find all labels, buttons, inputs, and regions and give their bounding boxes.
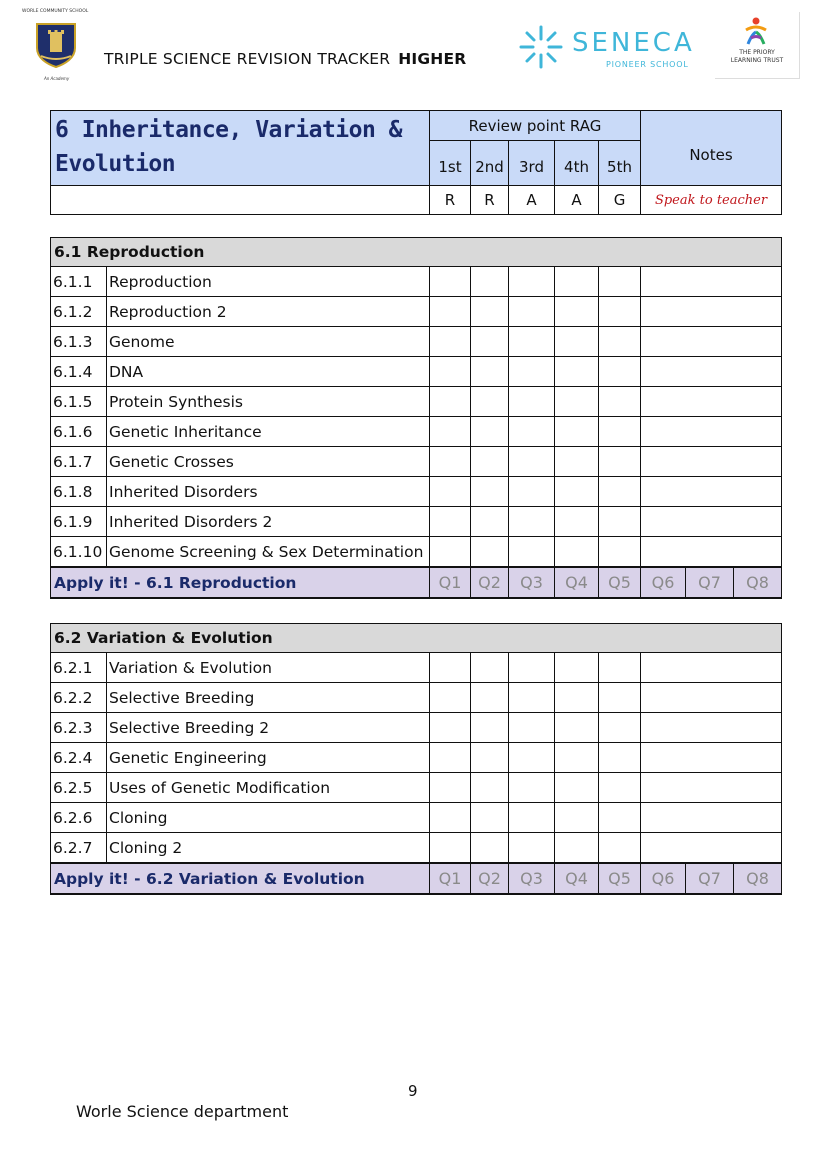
notes-cell[interactable] (641, 537, 782, 568)
rag-cell[interactable] (509, 267, 555, 297)
rag-cell[interactable] (430, 447, 471, 477)
rag-cell[interactable] (599, 387, 641, 417)
table-row (51, 297, 782, 327)
rag-cell[interactable] (509, 387, 555, 417)
apply-it-label: Apply it! - 6.1 Reproduction (51, 567, 430, 598)
rag-cell[interactable] (430, 507, 471, 537)
rag-cell[interactable] (509, 773, 555, 803)
rag-cell[interactable] (599, 447, 641, 477)
topic-name: Variation & Evolution (107, 653, 430, 683)
rag-cell[interactable] (430, 773, 471, 803)
topic-name: Protein Synthesis (107, 387, 430, 417)
rag-cell[interactable] (599, 653, 641, 683)
rag-cell[interactable] (509, 803, 555, 833)
rag-cell[interactable] (430, 477, 471, 507)
rag-cell[interactable] (599, 357, 641, 387)
rag-cell[interactable] (471, 713, 509, 743)
rag-cell[interactable] (555, 683, 599, 713)
rag-cell[interactable] (471, 507, 509, 537)
table-row (51, 267, 782, 297)
notes-cell[interactable] (641, 803, 782, 833)
rag-cell[interactable] (555, 833, 599, 864)
notes-cell[interactable] (641, 833, 782, 864)
rag-cell[interactable] (509, 537, 555, 568)
apply-it-row (51, 567, 782, 598)
rag-key-cell: A (555, 186, 599, 215)
notes-cell[interactable] (641, 683, 782, 713)
apply-it-row (51, 863, 782, 894)
table-row (51, 713, 782, 743)
topic-code: 6.1.4 (51, 357, 107, 387)
rag-cell[interactable] (471, 537, 509, 568)
seneca-logo-text: SENECA (572, 28, 695, 58)
priory-line-2: LEARNING TRUST (730, 57, 784, 64)
notes-cell[interactable] (641, 417, 782, 447)
rag-key-cell: R (430, 186, 471, 215)
rag-key-cell: R (471, 186, 509, 215)
rag-cell[interactable] (555, 773, 599, 803)
topic-name: Genetic Inheritance (107, 417, 430, 447)
question-cell-q1[interactable]: Q1 (430, 863, 471, 894)
rag-key-cell: A (509, 186, 555, 215)
topic-code: 6.2.6 (51, 803, 107, 833)
notes-cell[interactable] (641, 477, 782, 507)
review-point-5th: 5th (599, 141, 641, 186)
rag-cell[interactable] (599, 537, 641, 568)
question-cell-q4[interactable]: Q4 (555, 863, 599, 894)
table-row (51, 417, 782, 447)
rag-cell[interactable] (430, 357, 471, 387)
topic-title (51, 111, 430, 186)
rag-cell[interactable] (509, 327, 555, 357)
rag-cell[interactable] (599, 713, 641, 743)
topic-name: Cloning 2 (107, 833, 430, 864)
table-row (51, 803, 782, 833)
topic-name: Reproduction 2 (107, 297, 430, 327)
section-title: 6.1 Reproduction (51, 238, 782, 267)
question-cell-q6[interactable]: Q6 (641, 863, 686, 894)
rag-cell[interactable] (555, 267, 599, 297)
rag-cell[interactable] (599, 507, 641, 537)
rag-cell[interactable] (599, 743, 641, 773)
rag-cell[interactable] (599, 833, 641, 864)
rag-cell[interactable] (599, 803, 641, 833)
question-cell-q2[interactable]: Q2 (471, 863, 509, 894)
topic-code: 6.1.2 (51, 297, 107, 327)
rag-cell[interactable] (555, 357, 599, 387)
apply-it-label: Apply it! - 6.2 Variation & Evolution (51, 863, 430, 894)
topic-name: Inherited Disorders 2 (107, 507, 430, 537)
table-row (51, 387, 782, 417)
topic-name: Cloning (107, 803, 430, 833)
table-row (51, 447, 782, 477)
topic-code: 6.2.5 (51, 773, 107, 803)
rag-cell[interactable] (430, 833, 471, 864)
rag-cell[interactable] (471, 387, 509, 417)
rag-cell[interactable] (555, 803, 599, 833)
topic-title-line-1: 6 Inheritance, Variation & (55, 117, 403, 143)
question-cell-q7[interactable]: Q7 (686, 863, 734, 894)
topic-code: 6.1.6 (51, 417, 107, 447)
notes-cell[interactable] (641, 357, 782, 387)
review-point-header: Review point RAG (430, 111, 641, 141)
rag-cell[interactable] (471, 833, 509, 864)
school-crest-logo (35, 22, 77, 68)
tracker-title-text: TRIPLE SCIENCE REVISION TRACKER (104, 50, 391, 68)
topic-name: Uses of Genetic Modification (107, 773, 430, 803)
tracker-title (104, 50, 466, 68)
topic-code: 6.2.1 (51, 653, 107, 683)
rag-cell[interactable] (430, 387, 471, 417)
topic-code: 6.1.3 (51, 327, 107, 357)
topic-name: Selective Breeding (107, 683, 430, 713)
rag-cell[interactable] (471, 477, 509, 507)
priory-line-1: THE PRIORY (739, 49, 775, 56)
rag-cell[interactable] (599, 297, 641, 327)
rag-cell[interactable] (509, 447, 555, 477)
rag-cell[interactable] (430, 537, 471, 568)
rag-cell[interactable] (599, 327, 641, 357)
notes-cell[interactable] (641, 773, 782, 803)
notes-cell[interactable] (641, 387, 782, 417)
rag-cell[interactable] (430, 297, 471, 327)
topic-code: 6.2.7 (51, 833, 107, 864)
topic-code: 6.1.9 (51, 507, 107, 537)
priory-figure-logo-icon (740, 16, 772, 46)
rag-cell[interactable] (509, 297, 555, 327)
seneca-subtitle: PIONEER SCHOOL (606, 60, 689, 69)
review-point-3rd: 3rd (509, 141, 555, 186)
question-cell-q2[interactable]: Q2 (471, 567, 509, 598)
question-cell-q7[interactable]: Q7 (686, 567, 734, 598)
school-name: WORLE COMMUNITY SCHOOL (22, 9, 89, 14)
rag-cell[interactable] (599, 773, 641, 803)
topic-code: 6.1.10 (51, 537, 107, 568)
table-row (51, 833, 782, 864)
topic-name: Reproduction (107, 267, 430, 297)
rag-cell[interactable] (430, 713, 471, 743)
notes-cell[interactable] (641, 507, 782, 537)
notes-cell[interactable] (641, 267, 782, 297)
notes-example: Speak to teacher (641, 186, 782, 215)
rag-cell[interactable] (430, 683, 471, 713)
rag-cell[interactable] (555, 297, 599, 327)
topic-code: 6.1.7 (51, 447, 107, 477)
question-cell-q8[interactable]: Q8 (734, 567, 782, 598)
rag-cell[interactable] (555, 387, 599, 417)
question-cell-q6[interactable]: Q6 (641, 567, 686, 598)
topic-name: Genome Screening & Sex Determination (107, 537, 430, 568)
rag-cell[interactable] (430, 327, 471, 357)
topic-code: 6.1.1 (51, 267, 107, 297)
rag-key-cell: G (599, 186, 641, 215)
notes-header: Notes (641, 111, 782, 186)
page-number: 9 (408, 1082, 418, 1100)
rag-cell[interactable] (471, 327, 509, 357)
section-title: 6.2 Variation & Evolution (51, 624, 782, 653)
section-table-6-1 (50, 237, 782, 599)
table-row (51, 743, 782, 773)
rag-cell[interactable] (430, 417, 471, 447)
rag-cell[interactable] (471, 773, 509, 803)
rag-cell[interactable] (555, 447, 599, 477)
rag-cell[interactable] (509, 507, 555, 537)
rag-cell[interactable] (555, 713, 599, 743)
tracker-level: HIGHER (398, 50, 467, 68)
rag-cell[interactable] (471, 803, 509, 833)
rag-cell[interactable] (509, 417, 555, 447)
section-table-6-2 (50, 623, 782, 895)
rag-cell[interactable] (555, 743, 599, 773)
rag-cell[interactable] (509, 653, 555, 683)
topic-name: Genome (107, 327, 430, 357)
rag-cell[interactable] (555, 417, 599, 447)
rag-cell[interactable] (430, 803, 471, 833)
priory-logo-text (718, 49, 796, 65)
table-row (51, 327, 782, 357)
review-point-2nd: 2nd (471, 141, 509, 186)
topic-name: Genetic Crosses (107, 447, 430, 477)
topic-name: DNA (107, 357, 430, 387)
notes-cell[interactable] (641, 713, 782, 743)
question-cell-q3[interactable]: Q3 (509, 567, 555, 598)
topic-title-line-2: Evolution (55, 151, 176, 177)
rag-cell[interactable] (509, 713, 555, 743)
review-point-4th: 4th (555, 141, 599, 186)
question-cell-q4[interactable]: Q4 (555, 567, 599, 598)
rag-cell[interactable] (471, 653, 509, 683)
rag-cell[interactable] (471, 357, 509, 387)
rag-cell[interactable] (509, 743, 555, 773)
table-row (51, 773, 782, 803)
topic-code: 6.2.4 (51, 743, 107, 773)
topic-name: Genetic Engineering (107, 743, 430, 773)
rag-cell[interactable] (555, 477, 599, 507)
table-row (51, 683, 782, 713)
rag-cell[interactable] (471, 447, 509, 477)
notes-cell[interactable] (641, 743, 782, 773)
question-cell-q5[interactable]: Q5 (599, 863, 641, 894)
rag-cell[interactable] (471, 743, 509, 773)
notes-cell[interactable] (641, 447, 782, 477)
notes-cell[interactable] (641, 327, 782, 357)
table-row (51, 537, 782, 568)
question-cell-q3[interactable]: Q3 (509, 863, 555, 894)
question-cell-q1[interactable]: Q1 (430, 567, 471, 598)
rag-cell[interactable] (599, 683, 641, 713)
rag-cell[interactable] (471, 417, 509, 447)
topic-header-table (50, 110, 782, 215)
review-point-1st: 1st (430, 141, 471, 186)
rag-cell[interactable] (555, 327, 599, 357)
notes-cell[interactable] (641, 297, 782, 327)
rag-cell[interactable] (555, 537, 599, 568)
table-row (51, 477, 782, 507)
notes-cell[interactable] (641, 653, 782, 683)
table-row (51, 357, 782, 387)
topic-code: 6.1.8 (51, 477, 107, 507)
rag-cell[interactable] (509, 357, 555, 387)
topic-code: 6.2.2 (51, 683, 107, 713)
rag-cell[interactable] (599, 267, 641, 297)
question-cell-q8[interactable]: Q8 (734, 863, 782, 894)
school-motto: An Academy (44, 76, 70, 81)
rag-cell[interactable] (471, 683, 509, 713)
topic-code: 6.2.3 (51, 713, 107, 743)
rag-cell[interactable] (599, 417, 641, 447)
table-row (51, 653, 782, 683)
rag-cell[interactable] (599, 477, 641, 507)
topic-code: 6.1.5 (51, 387, 107, 417)
rag-cell[interactable] (555, 507, 599, 537)
rag-cell[interactable] (430, 653, 471, 683)
footer-department: Worle Science department (76, 1102, 289, 1121)
question-cell-q5[interactable]: Q5 (599, 567, 641, 598)
seneca-star-logo-icon (518, 24, 564, 70)
table-row (51, 507, 782, 537)
rag-cell[interactable] (471, 267, 509, 297)
rag-cell[interactable] (509, 477, 555, 507)
rag-cell[interactable] (430, 267, 471, 297)
topic-name: Inherited Disorders (107, 477, 430, 507)
rag-cell[interactable] (509, 833, 555, 864)
topic-name: Selective Breeding 2 (107, 713, 430, 743)
rag-key-blank (51, 186, 430, 215)
rag-cell[interactable] (471, 297, 509, 327)
rag-cell[interactable] (509, 683, 555, 713)
rag-cell[interactable] (430, 743, 471, 773)
rag-cell[interactable] (555, 653, 599, 683)
